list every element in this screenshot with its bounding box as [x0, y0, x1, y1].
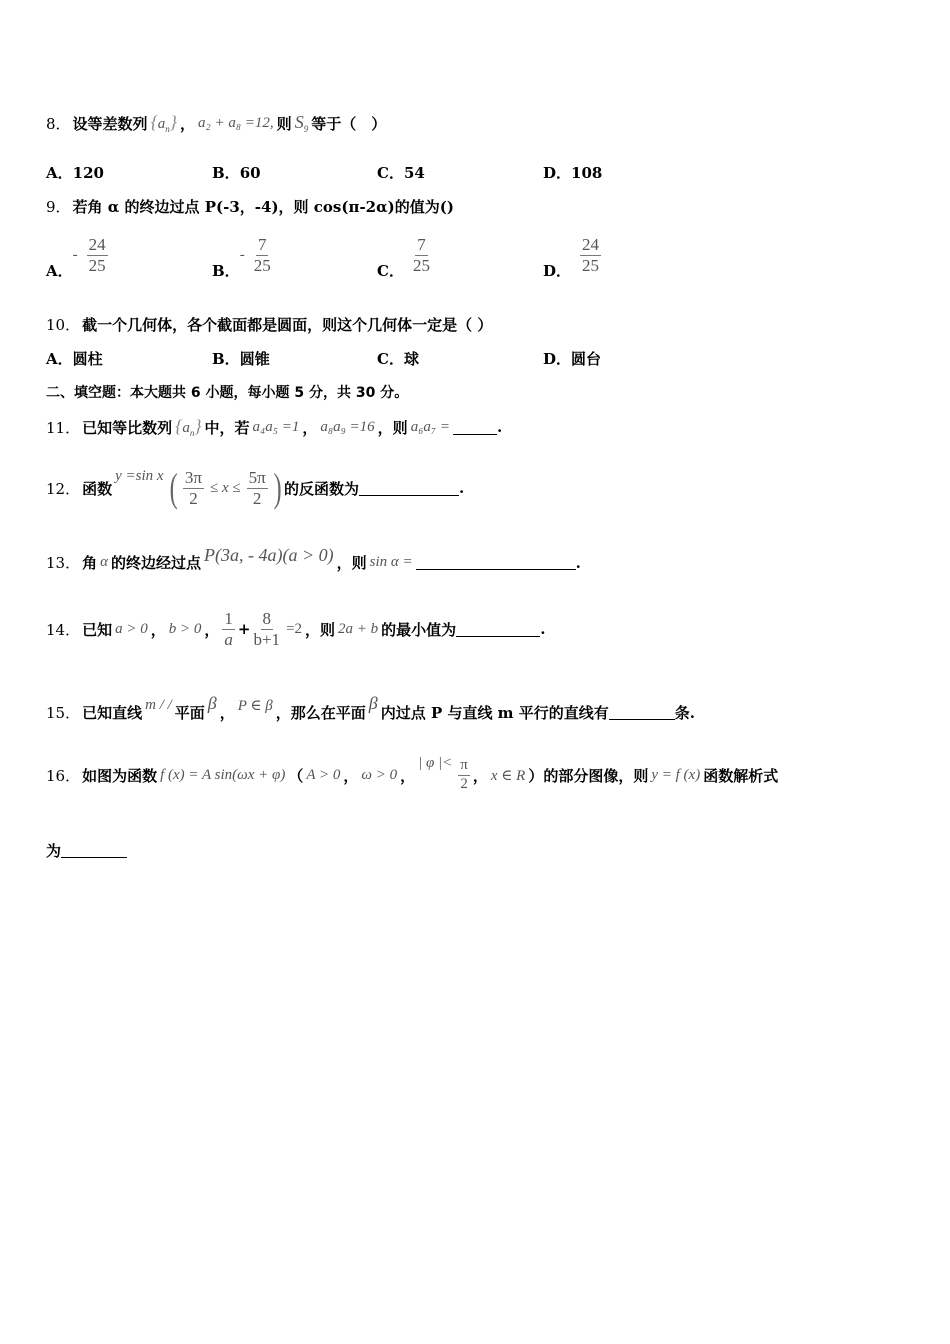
question-8: [46, 112, 386, 134]
math-plane: β: [207, 693, 217, 713]
left-paren: (: [169, 465, 178, 510]
question-text: 如图为函数: [82, 766, 158, 785]
math-condition: a > 0: [115, 620, 148, 637]
punctuation: ，: [179, 114, 195, 133]
option-d[interactable]: D． 圆台: [543, 350, 602, 368]
question-text: （: [288, 766, 304, 785]
option-d[interactable]: D． 108: [543, 163, 603, 182]
question-number: 16．: [46, 766, 81, 785]
answer-blank[interactable]: [609, 705, 675, 720]
question-9: [46, 196, 454, 217]
math-expression: a₆a₇ =: [410, 418, 450, 435]
question-number: 11．: [46, 418, 81, 437]
sequence-notation: $\{a_n\}$: [175, 416, 202, 438]
math-condition: a₂ + a₈ =12,: [197, 114, 274, 131]
question-number: 13．: [46, 554, 81, 572]
option-b[interactable]: B． 60: [212, 163, 261, 182]
math-function: y = f (x): [651, 766, 701, 783]
punctuation: ，: [204, 620, 220, 639]
question-10: [46, 314, 492, 335]
math-angle: α: [100, 554, 108, 570]
punctuation: ，: [343, 766, 359, 785]
question-text: 角: [82, 554, 98, 572]
question-15: [46, 693, 696, 723]
punctuation: .: [497, 418, 503, 436]
answer-blank[interactable]: [456, 622, 540, 637]
punctuation: ，: [302, 418, 318, 437]
question-text: 已知等比数列: [82, 418, 173, 437]
math-equals: =2: [286, 620, 303, 637]
question-text: 的反函数为: [284, 479, 360, 498]
question-number: 8．: [46, 114, 71, 133]
question-text: 函数: [82, 479, 113, 498]
option-d[interactable]: D． $\frac{24}{25}$: [543, 235, 600, 280]
math-inequality: ≤ x ≤: [209, 479, 241, 496]
question-text: 的最小值为: [381, 620, 457, 639]
answer-blank[interactable]: [453, 420, 497, 435]
answer-blank[interactable]: [359, 481, 459, 496]
punctuation: ，: [400, 766, 416, 785]
math-condition: P ∈ β: [237, 698, 273, 714]
question-text: ，则: [336, 554, 367, 572]
option-a[interactable]: A． - $\frac{24}{25}$: [46, 235, 106, 280]
right-paren: ): [273, 465, 282, 510]
question-text: ）的部分图像，则: [528, 766, 649, 785]
question-text: ，则: [377, 418, 408, 437]
question-text: 若角 α 的终边过点 P(-3，-4)，则 cos(π-2α)的值为(): [72, 198, 454, 216]
math-condition: A > 0: [306, 766, 341, 783]
question-number: 14．: [46, 620, 81, 639]
math-condition: x ∈ R: [490, 767, 526, 784]
question-text: 设等差数列: [72, 114, 148, 133]
question-16-continued: [46, 840, 127, 861]
question-16: 16． 如图为函数 f (x) = A sin(ωx + φ) （ A > 0 ， ω > 0 ， | φ |< $\frac{\pi}{2}$ ， x ∈ R ）的部分图像，则 y = f (x) 函数解析式: [46, 754, 779, 792]
question-text: 中，若: [204, 418, 250, 437]
question-text: 截一个几何体，各个截面都是圆面，则这个几何体一定是（ ）: [82, 316, 493, 334]
question-number: 9．: [46, 198, 71, 216]
question-text: 函数解析式: [703, 766, 779, 785]
punctuation: ，: [150, 620, 166, 639]
math-function: y =sin x: [115, 468, 164, 484]
punctuation: ，: [472, 766, 488, 785]
math-sum: $S_9$: [294, 112, 309, 134]
math-condition: b > 0: [168, 620, 202, 637]
question-number: 15．: [46, 704, 81, 722]
math-expression: sin α =: [369, 554, 413, 570]
question-text: 为: [46, 842, 62, 860]
punctuation: .: [459, 479, 465, 497]
punctuation: .: [575, 553, 581, 572]
math-condition: | φ |<: [418, 754, 453, 771]
question-text: 的终边经过点: [110, 554, 201, 572]
question-text: 平面: [174, 704, 205, 722]
question-14: 14． 已知 a > 0 ， b > 0 ， $\frac{1}{a}$ + $\frac{8}{b+1}$ =2 ，则 2a + b 的最小值为 .: [46, 609, 546, 649]
math-plane: β: [368, 693, 378, 713]
question-number: 12．: [46, 479, 81, 498]
math-function: f (x) = A sin(ωx + φ): [160, 766, 286, 783]
math-condition: a₈a₉ =16: [320, 418, 375, 435]
question-text: 等于（ ）: [311, 114, 387, 133]
math-line: m / /: [145, 697, 172, 713]
question-text: 条.: [674, 704, 696, 722]
punctuation: .: [540, 620, 546, 639]
question-12: 12． 函数 y =sin x ( $\frac{3\pi}{2}$ ≤ x ≤ $\frac{5\pi}{2}$ ) 的反函数为 .: [46, 465, 465, 510]
option-c[interactable]: C． 球: [377, 350, 419, 368]
question-text: 已知: [82, 620, 113, 639]
answer-blank[interactable]: [61, 843, 127, 858]
option-c[interactable]: C． 54: [377, 163, 425, 182]
question-11: [46, 416, 502, 438]
math-point: P(3a, - 4a)(a > 0): [204, 545, 334, 565]
question-number: 10．: [46, 316, 81, 334]
option-c[interactable]: C． $\frac{7}{25}$: [377, 235, 430, 280]
math-condition: ω > 0: [361, 766, 398, 783]
section-heading: 二、填空题：本大题共 6 小题，每小题 5 分，共 30 分。: [46, 385, 409, 401]
question-text: ，则: [305, 620, 336, 639]
math-expression: 2a + b: [338, 620, 379, 637]
option-a[interactable]: A． 圆柱: [46, 350, 103, 368]
answer-blank[interactable]: [416, 555, 576, 570]
option-b[interactable]: B． - $\frac{7}{25}$: [212, 235, 271, 280]
question-13: [46, 545, 581, 573]
option-a[interactable]: A． 120: [46, 163, 104, 182]
punctuation: ，: [219, 704, 235, 722]
sequence-notation: $\{a_n\}$: [150, 112, 177, 134]
math-condition: a₄a₅ =1: [252, 418, 300, 435]
plus-sign: +: [237, 620, 251, 639]
question-text: ，那么在平面: [275, 704, 366, 722]
question-text: 则: [276, 114, 292, 133]
question-text: 内过点 P 与直线 m 平行的直线有: [380, 704, 609, 722]
option-b[interactable]: B． 圆锥: [212, 350, 270, 368]
question-text: 已知直线: [82, 704, 143, 722]
